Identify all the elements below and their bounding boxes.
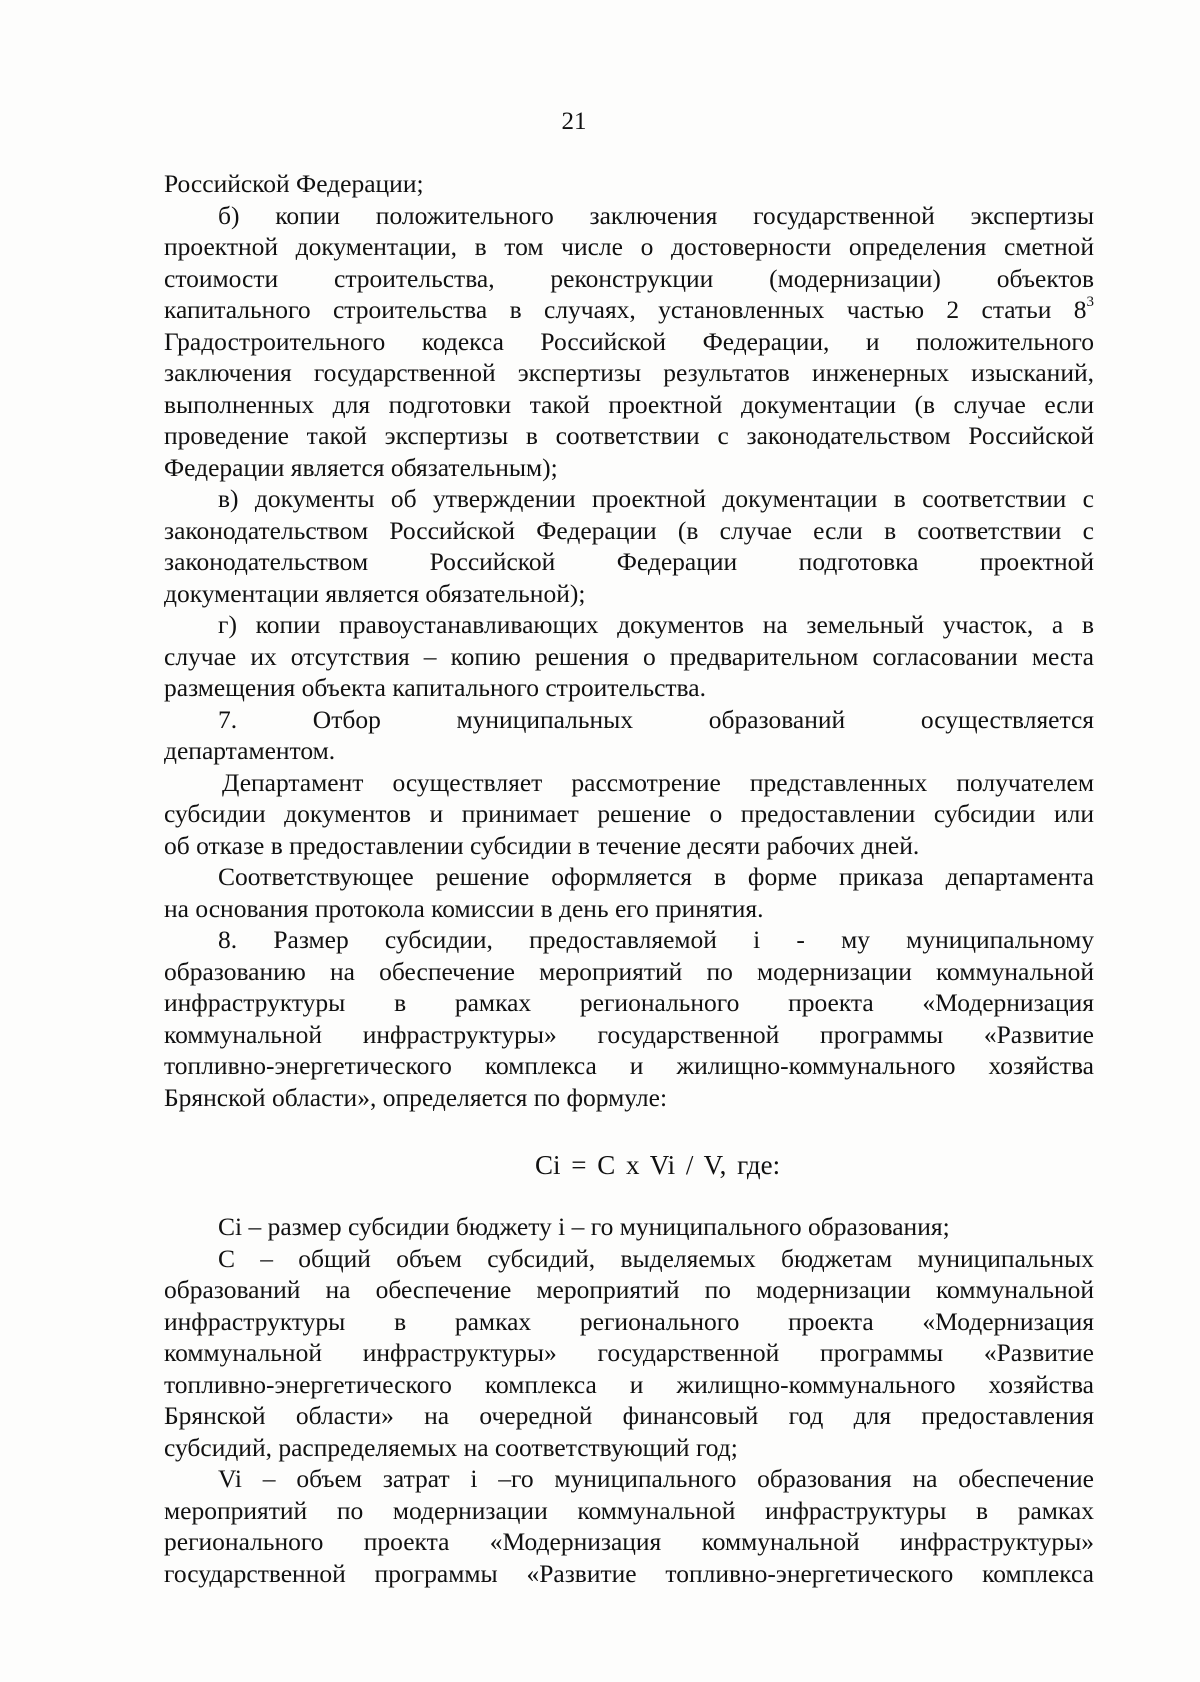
text-line: проведение такой экспертизы в соответствии с законодательством Российской (164, 421, 1094, 450)
text-line: документации является обязательной); (164, 578, 586, 608)
text-line: законодательством Российской Федерации подготовка проектной (164, 547, 1094, 576)
text-line: С – общий объем субсидий, выделяемых бюджетам муниципальных (218, 1243, 1094, 1273)
text-line: государственной программы «Развитие топливно-энергетического комплекса (164, 1558, 1094, 1588)
text-line: Брянской области», определяется по формуле: (164, 1082, 668, 1112)
text-line: об отказе в предоставлении субсидии в течение десяти рабочих дней. (164, 830, 920, 860)
text-line: инфраструктуры в рамках регионального проекта «Модернизация (164, 1306, 1094, 1336)
text-line: законодательством Российской Федерации (в случае если в соответствии с (164, 515, 1094, 545)
text-line: заключения государственной экспертизы результатов инженерных изысканий, (164, 358, 1094, 387)
text-line: субсидий, распределяемых на соответствующий год; (164, 1432, 738, 1462)
text-line: департаментом. (164, 736, 336, 765)
superscript: 3 (1086, 294, 1094, 310)
text-line: 8. Размер субсидии, предоставляемой i - му муниципальному (218, 925, 1094, 954)
text-line: на основания протокола комиссии в день его принятия. (164, 893, 764, 923)
text-line: Vi – объем затрат i –го муниципального образования на обеспечение (218, 1464, 1094, 1493)
text-line: г) копии правоустанавливающих документов на земельный участок, а в (218, 610, 1094, 639)
text-line: размещения объекта капитального строительства. (164, 673, 706, 702)
text-line: проектной документации, в том числе о достоверности определения сметной (164, 232, 1094, 261)
text-line: топливно-энергетического комплекса и жилищно-коммунального хозяйства (164, 1369, 1094, 1399)
text-line: инфраструктуры в рамках регионального проекта «Модернизация (164, 988, 1094, 1017)
text-line: 7. Отбор муниципальных образований осуществляется (218, 704, 1094, 734)
page-number: 21 (561, 108, 587, 135)
subsidy-formula: Ci = C x Vi / V, где: (535, 1150, 781, 1180)
text-line: образований на обеспечение мероприятий по модернизации коммунальной (164, 1275, 1094, 1304)
text-line: образованию на обеспечение мероприятий по модернизации коммунальной (164, 956, 1094, 986)
text-line: стоимости строительства, реконструкции (модернизации) объектов (164, 263, 1094, 293)
document-body-bottom (164, 1211, 1094, 1589)
text-line: Соответствующее решение оформляется в форме приказа департамента (218, 862, 1094, 891)
text-line: регионального проекта «Модернизация коммунальной инфраструктуры» (164, 1527, 1094, 1556)
text-line: мероприятий по модернизации коммунальной инфраструктуры в рамках (164, 1495, 1094, 1525)
text-line: Федерации является обязательным); (164, 452, 558, 482)
text-line: Ci – размер субсидии бюджету i – го муниципального образования; (218, 1212, 950, 1241)
text-line: в) документы об утверждении проектной документации в соответствии с (218, 484, 1094, 513)
text-line: капитального строительства в случаях, установленных частью 2 статьи $8^3$ (164, 294, 1094, 324)
text-line: топливно-энергетического комплекса и жилищно-коммунального хозяйства (164, 1051, 1094, 1080)
text-line: Градостроительного кодекса Российской Федерации, и положительного (164, 326, 1094, 356)
document-body-top (164, 168, 1094, 1113)
text-line: коммунальной инфраструктуры» государственной программы «Развитие (164, 1019, 1094, 1049)
text-line: выполненных для подготовки такой проектной документации (в случае если (164, 389, 1094, 419)
text-line: Брянской области» на очередной финансовый год для предоставления (164, 1401, 1094, 1430)
text-line: коммунальной инфраструктуры» государственной программы «Развитие (164, 1338, 1094, 1367)
text-line: Российской Федерации; (164, 169, 424, 198)
text-line: случае их отсутствия – копию решения о предварительном согласовании места (164, 641, 1094, 671)
text-line: б) копии положительного заключения государственной экспертизы (218, 200, 1094, 230)
text-line: субсидии документов и принимает решение о предоставлении субсидии или (164, 799, 1094, 828)
text-line: Департамент осуществляет рассмотрение представленных получателем (222, 767, 1094, 797)
